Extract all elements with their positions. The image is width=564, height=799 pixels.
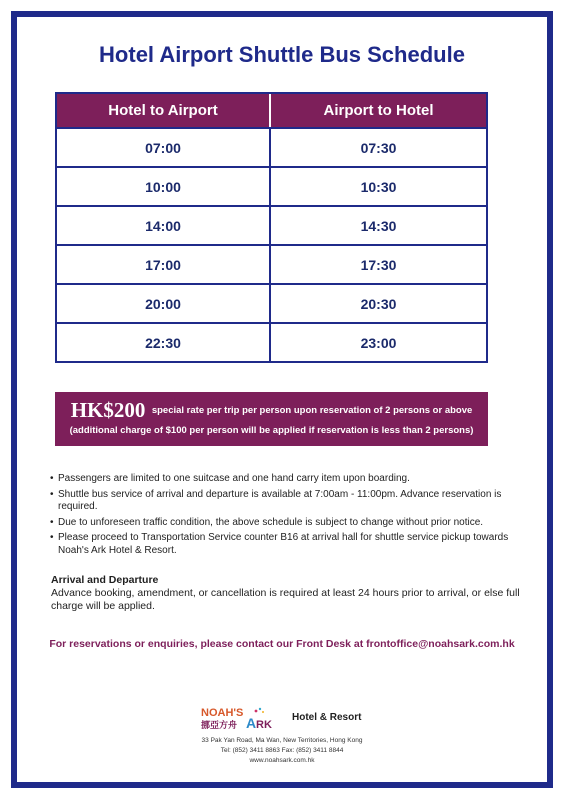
logo-chinese-text: 挪亞方舟: [201, 721, 238, 730]
website-line: www.noahsark.com.hk: [249, 757, 315, 764]
return-time: 23:00: [269, 322, 486, 361]
noahs-ark-logo: [200, 704, 288, 730]
departure-time: 07:00: [57, 127, 269, 166]
departure-time: 17:00: [57, 244, 269, 283]
schedule-table: [55, 92, 488, 363]
schedule-header-row: [57, 94, 486, 127]
departure-time: 10:00: [57, 166, 269, 205]
promo-subnote: (additional charge of $100 per person will be applied if reservation is less than 2 persons): [69, 425, 474, 436]
list-item: • Due to unforeseen traffic condition, the above schedule is subject to change without prior notice.: [50, 517, 526, 530]
address-line: 33 Pak Yan Road, Ma Wan, New Territories, Hong Kong: [201, 737, 363, 744]
departure-time: 22:30: [57, 322, 269, 361]
logo-subtitle: Hotel & Resort: [292, 711, 362, 723]
arrival-text: Advance booking, amendment, or cancellation is required at least 24 hours prior to arrival, or else full charge will be applied.: [51, 587, 520, 612]
phone-fax-line: Tel: (852) 3411 8863 Fax: (852) 3411 8844: [220, 747, 344, 754]
column-header-airport-to-hotel: Airport to Hotel: [269, 94, 486, 127]
return-time: 17:30: [269, 244, 486, 283]
promo-price: HK$200: [70, 398, 146, 422]
return-time: 10:30: [269, 166, 486, 205]
page-title: Hotel Airport Shuttle Bus Schedule: [99, 42, 465, 67]
promo-note: special rate per trip per person upon reservation of 2 persons or above: [151, 405, 473, 416]
column-header-hotel-to-airport: Hotel to Airport: [57, 94, 269, 127]
svg-text:RK: RK: [256, 719, 272, 730]
return-time: 14:30: [269, 205, 486, 244]
table-row: [57, 283, 486, 322]
table-row: [57, 322, 486, 361]
hotel-logo-block: [200, 704, 361, 730]
table-row: [57, 166, 486, 205]
rules-list: [50, 473, 526, 560]
svg-text:NOAH'S: NOAH'S: [201, 707, 244, 719]
promo-banner: [55, 392, 488, 446]
arrival-heading: Arrival and Departure: [51, 574, 159, 586]
contact-line: For reservations or enquiries, please contact our Front Desk at frontoffice@noahsark.com.hk: [49, 638, 515, 650]
table-row: [57, 127, 486, 166]
table-row: [57, 244, 486, 283]
departure-time: 20:00: [57, 283, 269, 322]
list-item: • Passengers are limited to one suitcase and one hand carry item upon boarding.: [50, 473, 526, 486]
list-item: • Shuttle bus service of arrival and departure is available at 7:00am - 11:00pm. Advance reservation is required.: [50, 489, 526, 514]
return-time: 20:30: [269, 283, 486, 322]
svg-text:A: A: [246, 715, 257, 730]
table-row: [57, 205, 486, 244]
return-time: 07:30: [269, 127, 486, 166]
departure-time: 14:00: [57, 205, 269, 244]
list-item: • Please proceed to Transportation Service counter B16 at arrival hall for shuttle service pickup towards Noah's Ark Hotel & Resort.: [50, 532, 526, 557]
